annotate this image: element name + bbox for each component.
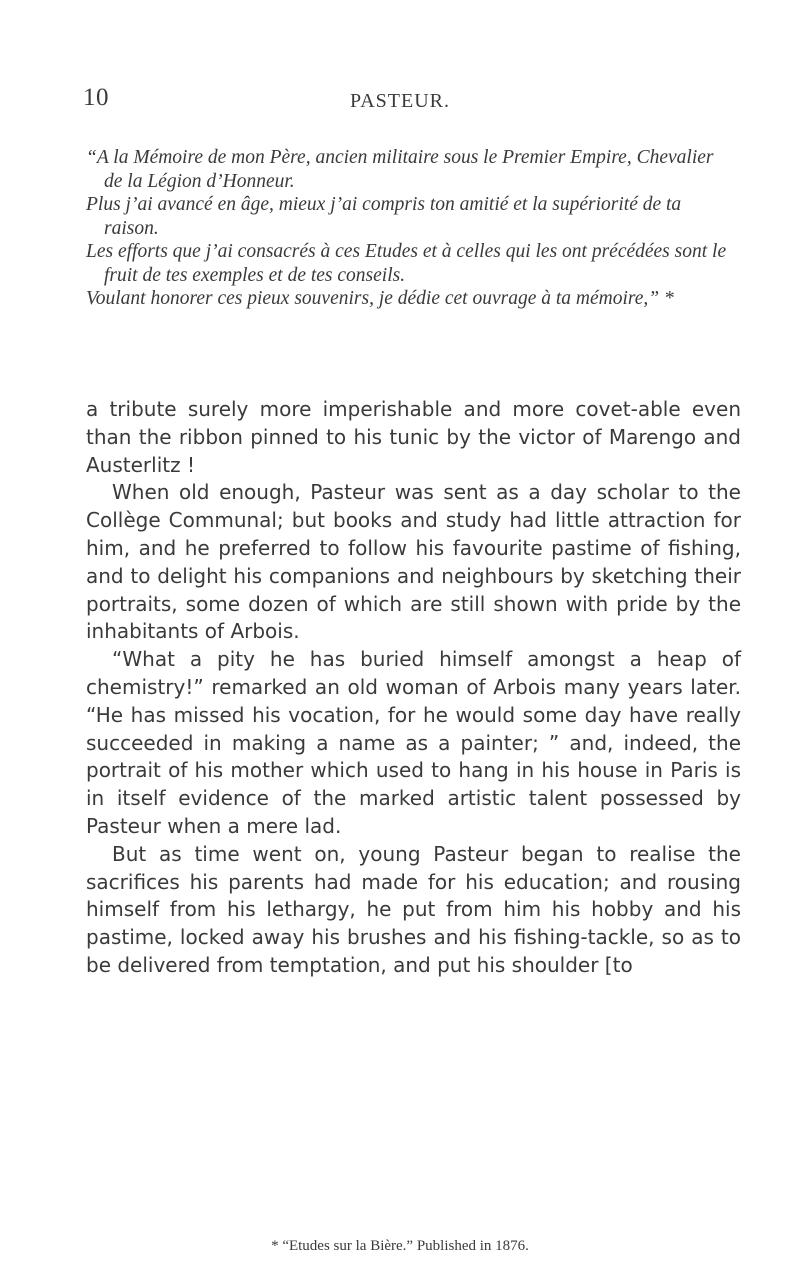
dedication-block (86, 146, 736, 311)
dedication-line: Plus j’ai avancé en âge, mieux j’ai compris ton amitié et la supériorité de ta raison. (86, 194, 682, 239)
dedication-line: Les efforts que j’ai consacrés à ces Etudes et à celles qui les ont précédées sont le fruit de tes exemples et de tes conseils. (86, 241, 727, 286)
footnote: * “Etudes sur la Bière.” Published in 1876. (271, 1238, 529, 1254)
paragraph: But as time went on, young Pasteur began to realise the sacrifices his parents had made for his education; and rousing himself from his lethargy, he put from him his hobby and his pastime, locked away his brushes and his fishing-tackle, so as to be delivered from temptation, and put his shoulder [to (86, 841, 741, 977)
page-number: 10 (83, 84, 109, 111)
dedication-line: “A la Mémoire de mon Père, ancien militaire sous le Premier Empire, Chevalier de la Légion d’Honneur. (86, 147, 714, 192)
body-text (86, 396, 741, 980)
paragraph: “What a pity he has buried himself amongst a heap of chemistry!” remarked an old woman of Arbois many years later. “He has missed his vocation, for he would some day have really succeeded in making a name as a painter; ” and, indeed, the portrait of his mother which used to hang in his house in Paris is in itself evidence of the marked artistic talent possessed by Pasteur when a mere lad. (86, 647, 741, 838)
running-title: PASTEUR. (349, 90, 451, 112)
paragraph: When old enough, Pasteur was sent as a day scholar to the Collège Communal; but books and study had little attraction for him, and he preferred to follow his favourite pastime of fishing, and to delight his companions and neighbours by sketching their portraits, some dozen of which are still shown with pride by the inhabitants of Arbois. (86, 480, 741, 644)
dedication-line: Voulant honorer ces pieux souvenirs, je dédie cet ouvrage à ta mémoire,” * (86, 288, 674, 309)
paragraph: a tribute surely more imperishable and more covet-able even than the ribbon pinned to his tunic by the victor of Marengo and Austerlitz ! (86, 397, 741, 477)
